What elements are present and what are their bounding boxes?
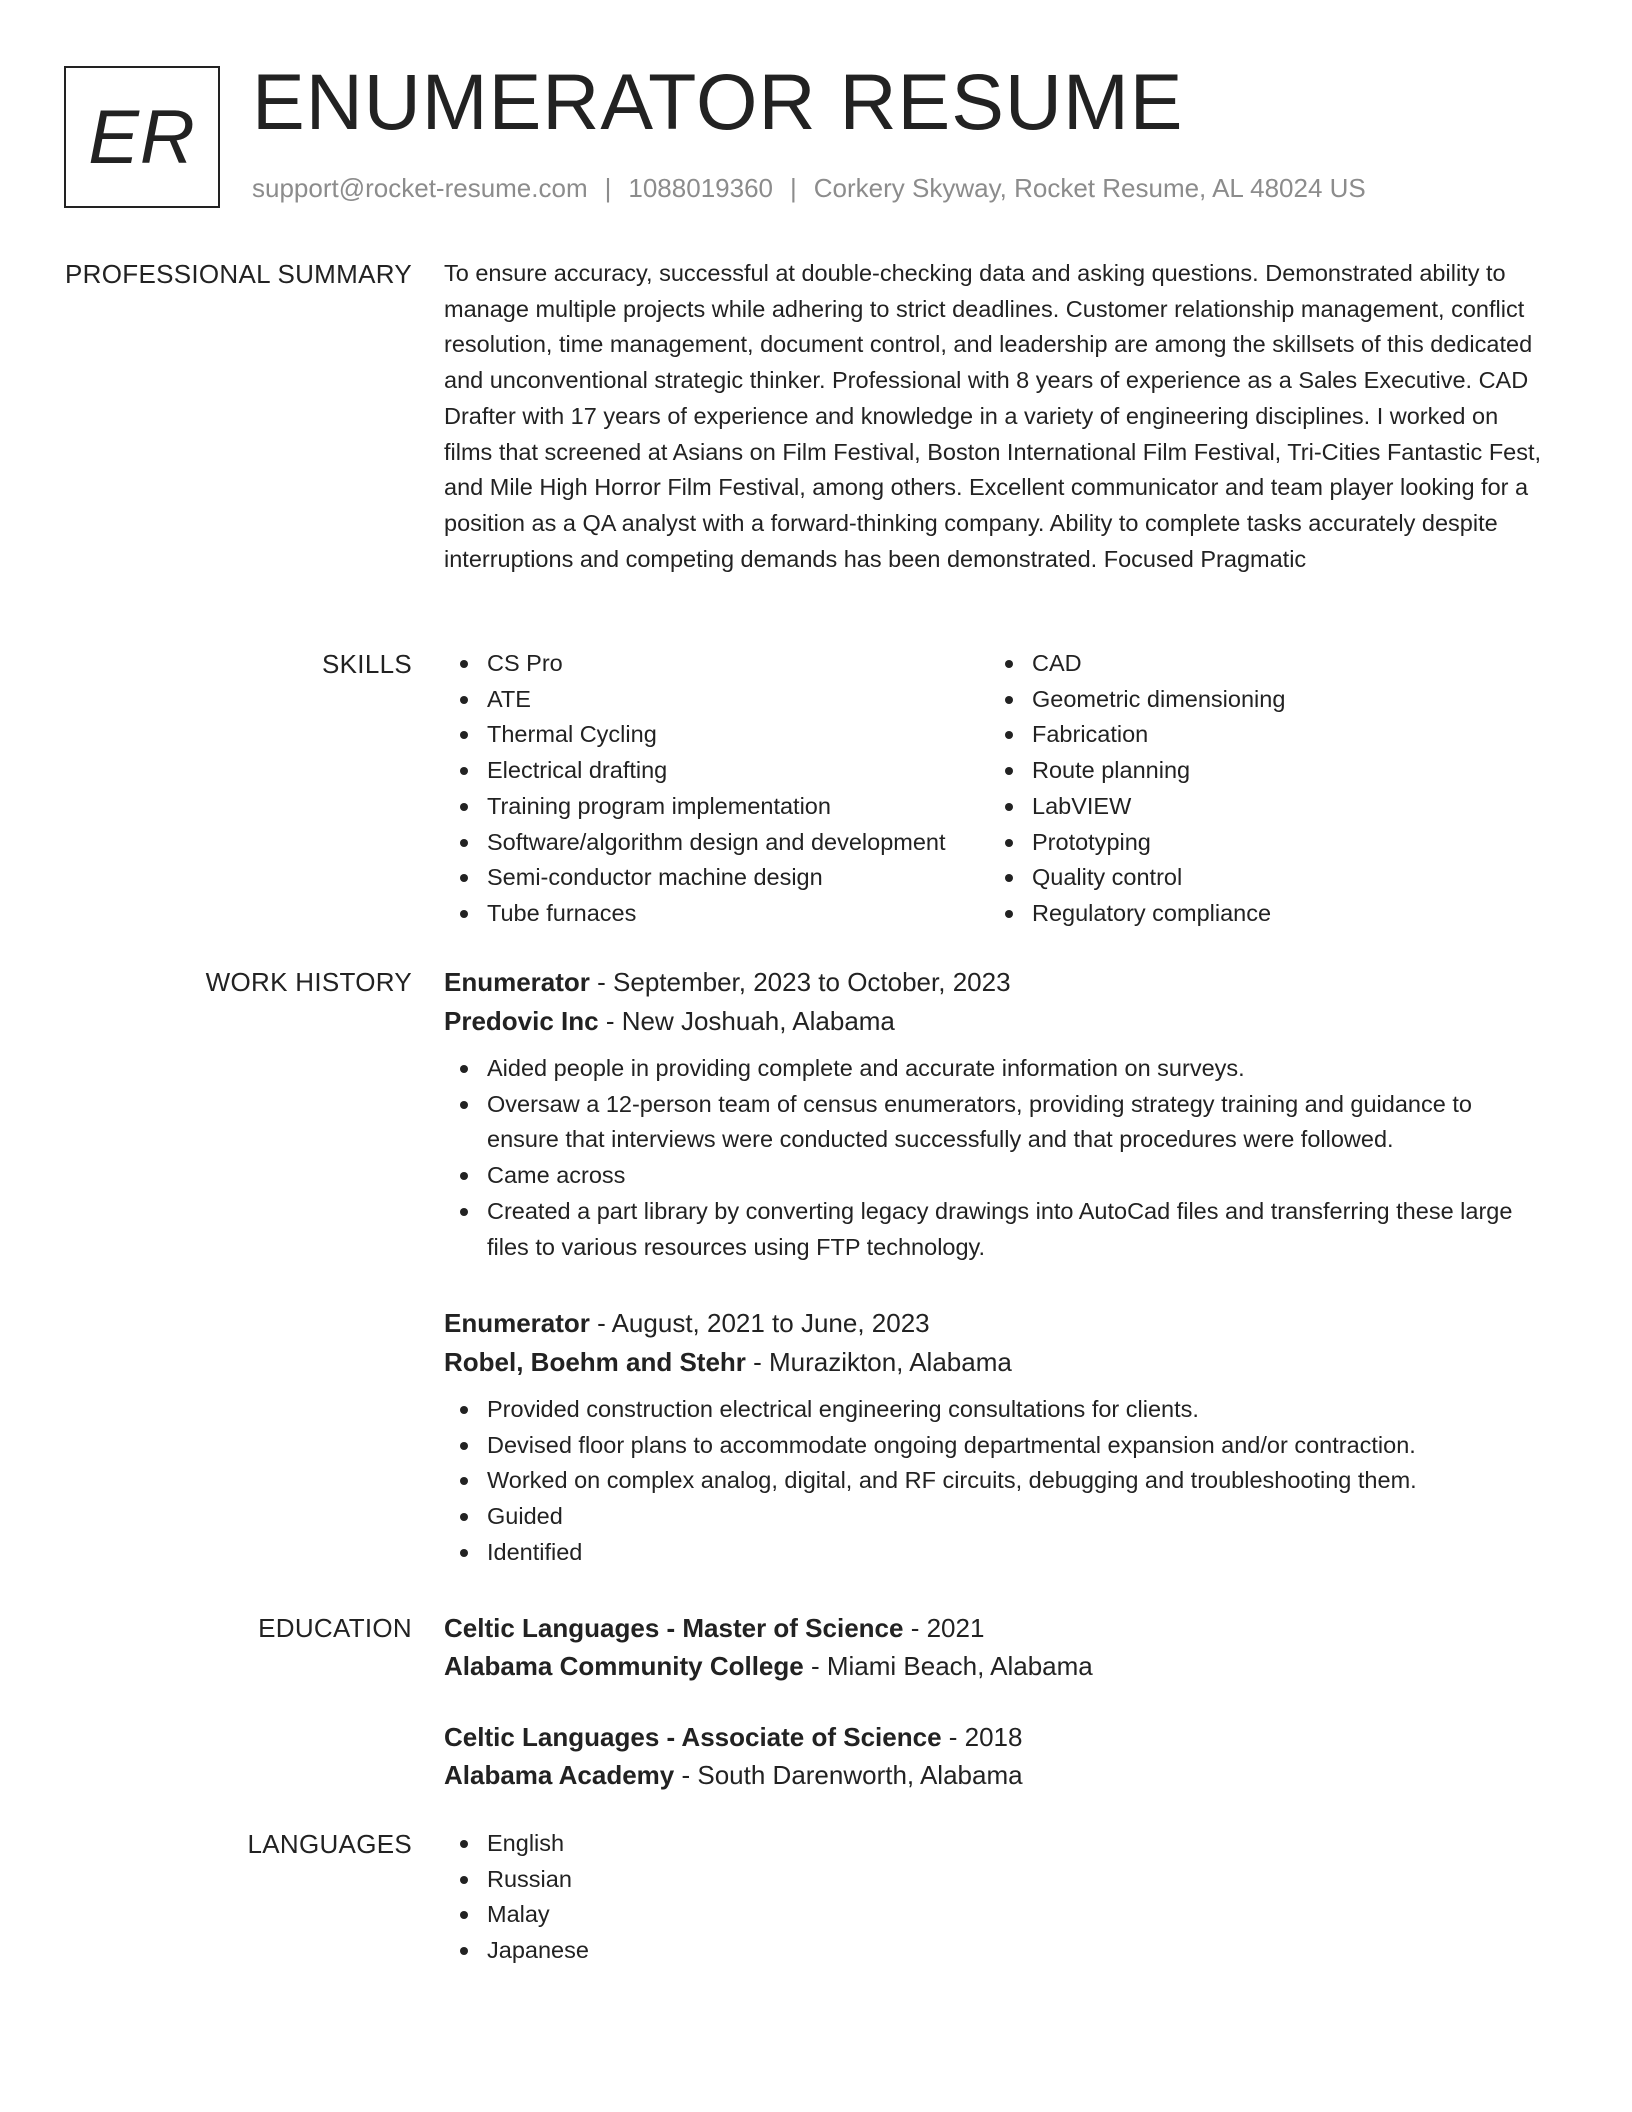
skills-grid bbox=[444, 646, 1544, 932]
skill-item: CAD bbox=[989, 646, 1489, 682]
section-title-summary: PROFESSIONAL SUMMARY bbox=[65, 259, 412, 289]
skill-item: Regulatory compliance bbox=[989, 896, 1489, 932]
education-school: Alabama Community College bbox=[444, 1651, 804, 1681]
education-school-line bbox=[444, 1756, 1544, 1794]
education-school: Alabama Academy bbox=[444, 1760, 675, 1790]
skill-item: Thermal Cycling bbox=[444, 717, 989, 753]
contact-separator: | bbox=[604, 173, 612, 203]
contact-line bbox=[252, 173, 1366, 204]
job-location: - Murazikton, Alabama bbox=[745, 1347, 1012, 1377]
job-bullet: Came across bbox=[444, 1158, 1544, 1194]
skill-item: LabVIEW bbox=[989, 789, 1489, 825]
job-bullet: Worked on complex analog, digital, and RF circuits, debugging and troubleshooting them. bbox=[444, 1463, 1544, 1499]
education-year: - 2021 bbox=[903, 1613, 985, 1643]
contact-email[interactable]: support@rocket-resume.com bbox=[252, 173, 588, 203]
job-bullet: Oversaw a 12-person team of census enumerators, providing strategy training and guidance to ensure that interviews were conducted successfully and that procedures were followed. bbox=[444, 1087, 1544, 1158]
summary-text: To ensure accuracy, successful at double-checking data and asking questions. Demonstrated ability to manage multiple projects while adhering to strict deadlines. Customer relationship management, conflict resolution, time management, document control, and leadership are among the skillsets of this dedicated and unconventional strategic thinker. Professional with 8 years of experience as a Sales Executive. CAD Drafter with 17 years of experience and knowledge in a variety of engineering disciplines. I worked on films that screened at Asians on Film Festival, Boston International Film Festival, Tri-Cities Fantastic Fest, and Mile High Horror Film Festival, among others. Excellent communicator and team player looking for a position as a QA analyst with a forward-thinking company. Ability to complete tasks accurately despite interruptions and competing demands has been demonstrated. Focused Pragmatic bbox=[444, 260, 1542, 572]
skill-item: Prototyping bbox=[989, 825, 1489, 861]
education-year: - 2018 bbox=[941, 1722, 1023, 1752]
language-item: English bbox=[444, 1826, 1544, 1862]
skill-item: Route planning bbox=[989, 753, 1489, 789]
job-bullet: Provided construction electrical engineering consultations for clients. bbox=[444, 1392, 1544, 1428]
job-company-line bbox=[444, 1002, 1544, 1041]
education-entry bbox=[444, 1609, 1544, 1685]
education-degree: Celtic Languages - Associate of Science bbox=[444, 1722, 942, 1752]
skill-item: Training program implementation bbox=[444, 789, 989, 825]
education-school-line bbox=[444, 1647, 1544, 1685]
monogram-box bbox=[64, 66, 220, 208]
skills-column-1 bbox=[444, 646, 989, 932]
monogram-initials: ER bbox=[88, 94, 196, 180]
skill-item: Fabrication bbox=[989, 717, 1489, 753]
skill-item: Tube furnaces bbox=[444, 896, 989, 932]
contact-phone[interactable]: 1088019360 bbox=[628, 173, 773, 203]
skill-item: CS Pro bbox=[444, 646, 989, 682]
job-bullet: Identified bbox=[444, 1535, 1544, 1571]
job-company-line bbox=[444, 1343, 1544, 1382]
job-bullet: Devised floor plans to accommodate ongoing departmental expansion and/or contraction. bbox=[444, 1428, 1544, 1464]
section-title-education: EDUCATION bbox=[258, 1613, 412, 1643]
contact-separator: | bbox=[790, 173, 797, 203]
job-role: Enumerator bbox=[444, 1308, 590, 1338]
job-bullet: Aided people in providing complete and accurate information on surveys. bbox=[444, 1051, 1544, 1087]
education-degree-line bbox=[444, 1718, 1544, 1756]
resume-name: ENUMERATOR RESUME bbox=[252, 57, 1184, 146]
languages-list bbox=[444, 1826, 1544, 1969]
language-item: Malay bbox=[444, 1897, 1544, 1933]
skill-item: ATE bbox=[444, 682, 989, 718]
job-bullets bbox=[444, 1051, 1544, 1265]
job-entry bbox=[444, 1304, 1544, 1571]
skill-item: Semi-conductor machine design bbox=[444, 860, 989, 896]
job-bullet: Created a part library by converting legacy drawings into AutoCad files and transferring these large files to various resources using FTP technology. bbox=[444, 1194, 1544, 1265]
job-company: Predovic Inc bbox=[444, 1006, 599, 1036]
job-title-line bbox=[444, 1304, 1544, 1343]
education-location: - South Darenworth, Alabama bbox=[674, 1760, 1023, 1790]
section-title-languages: LANGUAGES bbox=[247, 1829, 412, 1859]
contact-address: Corkery Skyway, Rocket Resume, AL 48024 US bbox=[813, 173, 1366, 203]
education-entry bbox=[444, 1718, 1544, 1794]
section-title-work-history: WORK HISTORY bbox=[205, 967, 412, 997]
education-degree-line bbox=[444, 1609, 1544, 1647]
education-location: - Miami Beach, Alabama bbox=[803, 1651, 1093, 1681]
skill-item: Electrical drafting bbox=[444, 753, 989, 789]
language-item: Russian bbox=[444, 1862, 1544, 1898]
skill-item: Software/algorithm design and development bbox=[444, 825, 989, 861]
job-bullets bbox=[444, 1392, 1544, 1571]
education-degree: Celtic Languages - Master of Science bbox=[444, 1613, 904, 1643]
job-location: - New Joshuah, Alabama bbox=[598, 1006, 895, 1036]
job-bullet: Guided bbox=[444, 1499, 1544, 1535]
skill-item: Geometric dimensioning bbox=[989, 682, 1489, 718]
job-title-line bbox=[444, 963, 1544, 1002]
job-dates: - August, 2021 to June, 2023 bbox=[589, 1308, 930, 1338]
job-entry bbox=[444, 963, 1544, 1265]
job-role: Enumerator bbox=[444, 967, 590, 997]
section-title-skills: SKILLS bbox=[322, 649, 412, 679]
language-item: Japanese bbox=[444, 1933, 1544, 1969]
job-dates: - September, 2023 to October, 2023 bbox=[589, 967, 1011, 997]
skill-item: Quality control bbox=[989, 860, 1489, 896]
skills-column-2 bbox=[989, 646, 1489, 932]
job-company: Robel, Boehm and Stehr bbox=[444, 1347, 746, 1377]
